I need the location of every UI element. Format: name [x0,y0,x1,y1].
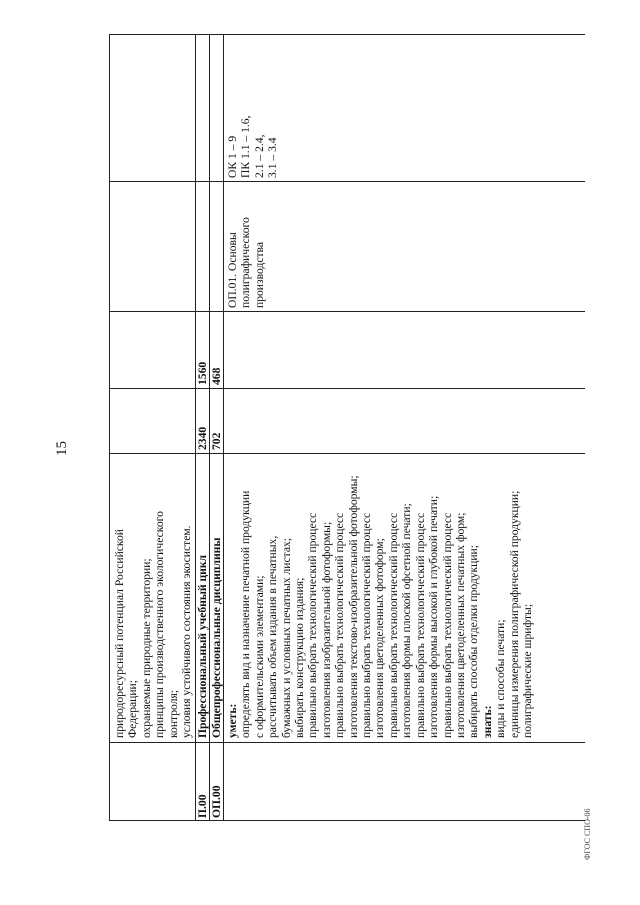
text-line: изготовления текстово-изобразительной фотоформы; [346,475,360,738]
text-line: охраняемые природные территории; [139,558,153,738]
text-line: определять вид и назначение печатной продукции [239,490,253,738]
text-line: правильно выбрать технологический процесс [413,512,427,738]
page-number: 15 [54,441,70,456]
section-label-znat: знать: [480,705,494,738]
text-line: выбирать способы отделки продукции; [467,545,481,738]
text-line: с оформительскими элементами; [252,575,266,738]
text-line: изготовления формы высокой и глубокой печати; [427,495,441,738]
max-hours-general: 702 [210,432,223,450]
text-line: ОП.01. Основы [226,232,239,308]
text-line: производства [252,241,266,308]
text-line: единицы измерения полиграфической продукции; [507,490,521,738]
text-line: полиграфические шрифты; [520,603,534,738]
text-line: 2.1 – 2.4, [252,134,266,178]
row-code-professional: П.00 [196,794,209,818]
class-hours-general: 468 [210,367,223,385]
text-line: ПК 1.1 – 1.6, [239,115,253,178]
text-line: правильно выбрать технологический процесс [333,512,347,738]
discipline-name [226,217,266,308]
competency-codes [226,116,280,178]
row-name-professional: Профессиональный учебный цикл [196,555,209,738]
text-line: выбирать конструкцию издания; [293,577,307,738]
rotated-table [109,34,585,821]
text-line: изготовления цветоделенных печатных форм; [453,512,467,738]
class-hours-professional: 1560 [196,361,209,385]
competencies-text [226,475,534,738]
text-line: правильно выбрать технологический процесс [386,512,400,738]
text-line: изготовления формы плоской офсетной печати; [400,503,414,738]
text-line: природоресурсный потенциал Российской [113,529,126,738]
max-hours-professional: 2340 [196,426,209,450]
text-line: бумажных и условных печатных листах; [279,538,293,738]
text-line: правильно выбрать технологический процесс [440,512,454,738]
row-name-general: Общепрофессиональные дисциплины [210,537,223,738]
text-line: изготовления цветоделенных фотоформ; [373,538,387,738]
text-line: рассчитывать объем издания в печатных, [266,535,280,738]
text-line: принципы производственного экологического [153,511,167,738]
text-line: контроля; [166,689,180,738]
text-line: условия устойчивого состояния экосистем. [180,525,194,738]
footer-mark: ФГОС СПО-06 [583,808,592,860]
section-label-umet: уметь: [226,703,239,738]
text-line: правильно выбрать технологический процесс [360,512,374,738]
text-line: изготовления изобразительной фотоформы; [319,521,333,738]
text-line: ОК 1 – 9 [226,135,239,178]
continuation-text [113,511,193,738]
row-code-general: ОП.00 [210,785,223,818]
text-line: правильно выбрать технологический процесс [306,512,320,738]
text-line: 3.1 – 3.4 [266,137,280,178]
text-line: полиграфического [239,217,253,308]
text-line: виды и способы печати; [494,619,508,738]
text-line: Федерации; [126,680,140,738]
